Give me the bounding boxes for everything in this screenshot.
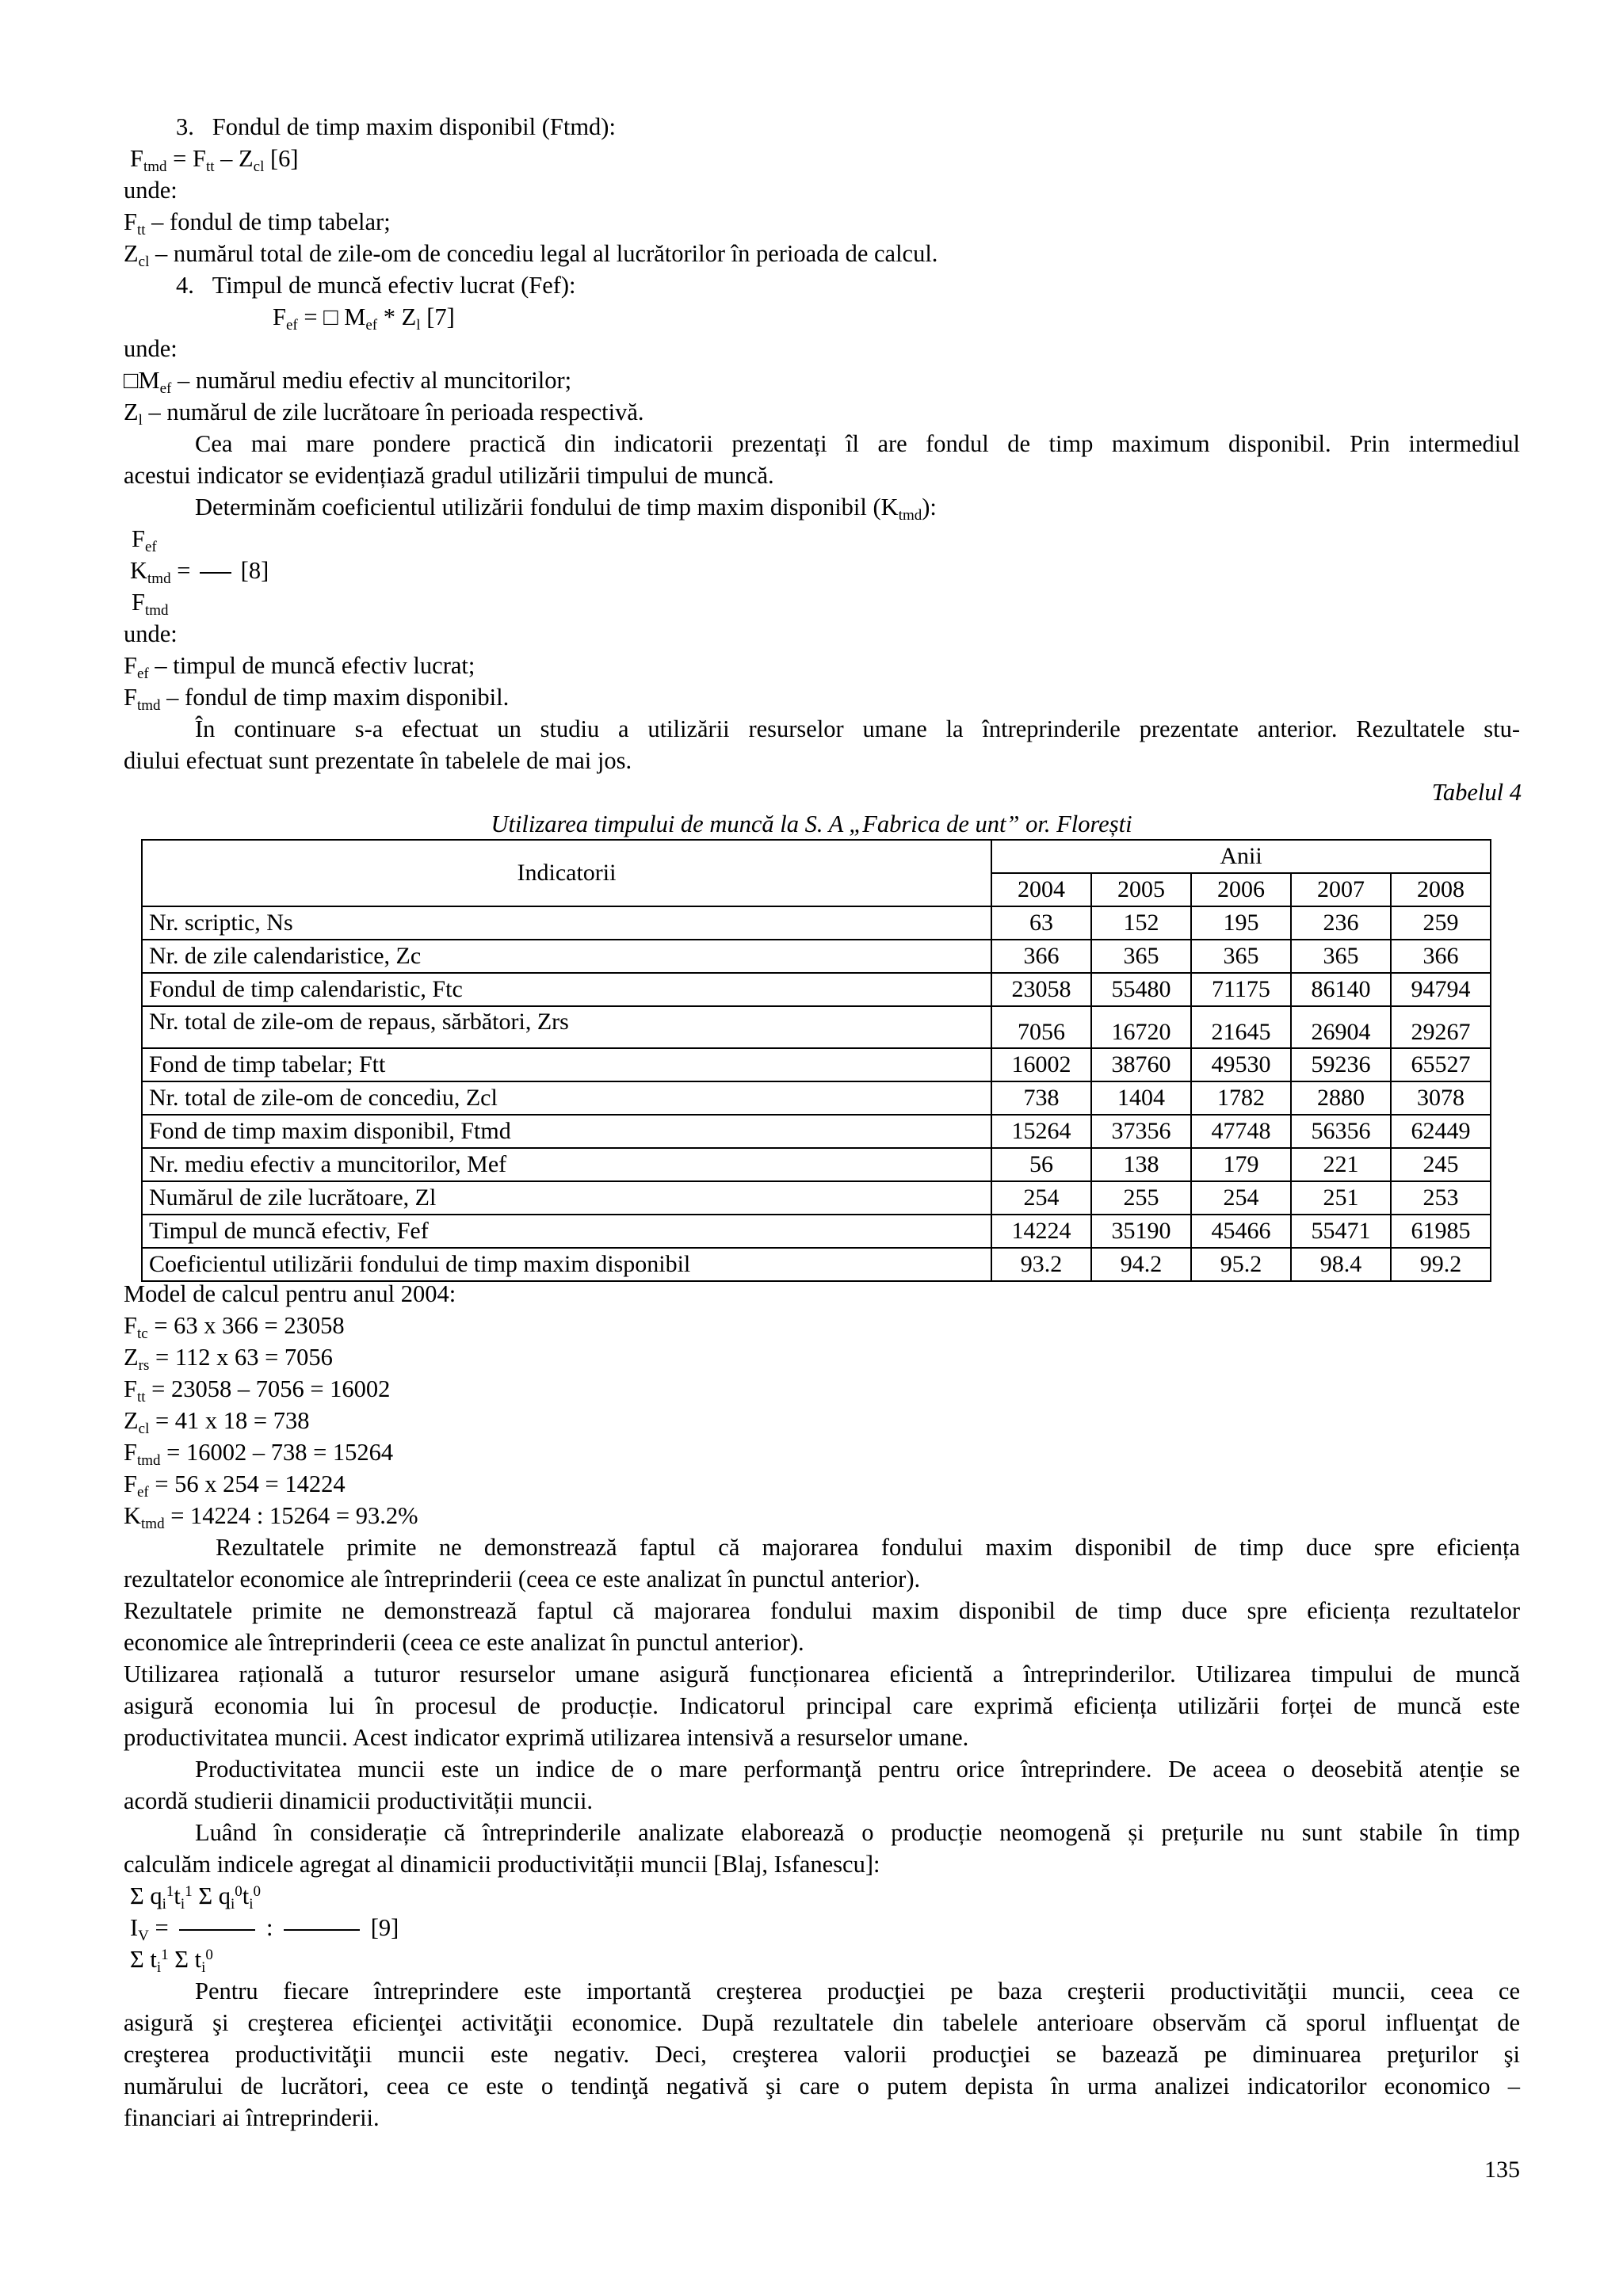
year-cell: 2007 bbox=[1291, 873, 1391, 906]
model-line-1: $F_{tc} = 63$ x 366 = 23058 bbox=[124, 1312, 345, 1342]
model-line-6: $F_{ef} = 56$ x 254 = 14224 bbox=[124, 1470, 346, 1501]
formula-8: $K_{tmd} = [8]$ bbox=[130, 557, 269, 587]
table-label: Tabelul 4 bbox=[1431, 779, 1522, 806]
value-cell: 152 bbox=[1091, 906, 1191, 940]
value-cell: 93.2 bbox=[991, 1248, 1091, 1281]
model-line-7: $K_{tmd} = 14224$ : 15264 = 93.2% bbox=[124, 1502, 418, 1532]
row-label: Fond de timp tabelar; Ftt bbox=[142, 1048, 991, 1081]
formula-6: $F_{tmd} = F_{tt} - Z_{cl}$ [6] bbox=[130, 145, 299, 175]
value-cell: 63 bbox=[991, 906, 1091, 940]
value-cell: 99.2 bbox=[1391, 1248, 1491, 1281]
row-label: Nr. scriptic, Ns bbox=[142, 906, 991, 940]
value-cell: 253 bbox=[1391, 1181, 1491, 1215]
header-years: Anii bbox=[991, 840, 1491, 873]
table-row bbox=[142, 1181, 1491, 1215]
year-cell: 2004 bbox=[991, 873, 1091, 906]
value-cell: 35190 bbox=[1091, 1215, 1191, 1248]
value-cell: 138 bbox=[1091, 1148, 1191, 1181]
para-4-line-1: Rezultatele primite ne demonstrează faptul că majorarea fondului maxim disponibil de timp duce spre eficiența bbox=[216, 1534, 1520, 1561]
def-ftmd: $F_{tmd}$ – fondul de timp maxim disponibil. bbox=[124, 684, 510, 714]
def-mef: $□M_{ef}$ – numărul mediu efectiv al muncitorilor; bbox=[124, 367, 572, 397]
value-cell: 55471 bbox=[1291, 1215, 1391, 1248]
para-4-line-2: rezultatelor economice ale întreprinderii (ceea ce este analizat în punctul anterior). bbox=[124, 1566, 921, 1592]
value-cell: 1782 bbox=[1191, 1081, 1291, 1115]
formula-9-numerator: Σ $q_i^1t_i^1$ Σ $q_i^0t_i^0$ bbox=[130, 1882, 261, 1913]
table-row bbox=[142, 940, 1491, 973]
row-label: Fond de timp maxim disponibil, Ftmd bbox=[142, 1115, 991, 1148]
value-cell: 16002 bbox=[991, 1048, 1091, 1081]
value-cell: 49530 bbox=[1191, 1048, 1291, 1081]
row-label: Numărul de zile lucrătoare, Zl bbox=[142, 1181, 991, 1215]
fraction-bar bbox=[179, 1929, 255, 1931]
value-cell: 365 bbox=[1191, 940, 1291, 973]
value-cell: 47748 bbox=[1191, 1115, 1291, 1148]
table-row bbox=[142, 1148, 1491, 1181]
para-3-line-2: diului efectuat sunt prezentate în tabelele de mai jos. bbox=[124, 747, 632, 774]
para-7-line-1: Productivitatea muncii este un indice de o mare performanţă pentru orice întreprindere. De aceea o deosebită atenție se bbox=[195, 1756, 1520, 1783]
para-9-line-5: financiari ai întreprinderii. bbox=[124, 2104, 380, 2131]
table-row bbox=[142, 1115, 1491, 1148]
header-indicators: Indicatorii bbox=[142, 840, 991, 906]
row-label: Nr. total de zile-om de concediu, Zcl bbox=[142, 1081, 991, 1115]
def-zcl: $Z_{cl}$ – numărul total de zile-om de concediu legal al lucrătorilor în perioada de calcul. bbox=[124, 240, 938, 270]
value-cell: 195 bbox=[1191, 906, 1291, 940]
para-6-line-2: asigură economia lui în procesul de producție. Indicatorul principal care exprimă eficiența utilizării forței de muncă este bbox=[124, 1692, 1520, 1719]
value-cell: 29267 bbox=[1391, 1006, 1491, 1048]
row-label: Coeficientul utilizării fondului de timp maxim disponibil bbox=[142, 1248, 991, 1281]
value-cell: 1404 bbox=[1091, 1081, 1191, 1115]
para-9-line-4: numărului de lucrători, ceea ce este o tendinţă negativă şi care o putem depista în urma analizei indicatorilor economico – bbox=[124, 2073, 1520, 2100]
value-cell: 3078 bbox=[1391, 1081, 1491, 1115]
value-cell: 179 bbox=[1191, 1148, 1291, 1181]
value-cell: 255 bbox=[1091, 1181, 1191, 1215]
para-8-line-2: calculăm indicele agregat al dinamicii productivității muncii [Blaj, Isfanescu]: bbox=[124, 1851, 880, 1878]
value-cell: 86140 bbox=[1291, 973, 1391, 1006]
para-1-line-1: Cea mai mare pondere practică din indicatorii prezentați îl are fondul de timp maximum disponibil. Prin intermediul bbox=[195, 430, 1520, 457]
para-3-line-1: În continuare s-a efectuat un studiu a utilizării resurselor umane la întreprinderile prezentate anterior. Rezultatele stu- bbox=[195, 715, 1520, 742]
row-label: Nr. total de zile-om de repaus, sărbători, Zrs bbox=[142, 1006, 991, 1048]
para-9-line-2: asigură şi creşterea eficienţei activităţii economice. După rezultatele din tabelele anterioare observăm că sporul influenţat de bbox=[124, 2009, 1520, 2036]
para-7-line-2: acordă studierii dinamicii productivității muncii. bbox=[124, 1787, 594, 1814]
value-cell: 38760 bbox=[1091, 1048, 1191, 1081]
value-cell: 56 bbox=[991, 1148, 1091, 1181]
item-4: 4. Timpul de muncă efectiv lucrat (Fef): bbox=[176, 272, 576, 299]
value-cell: 259 bbox=[1391, 906, 1491, 940]
value-cell: 738 bbox=[991, 1081, 1091, 1115]
table-row bbox=[142, 1081, 1491, 1115]
row-label: Nr. de zile calendaristice, Zc bbox=[142, 940, 991, 973]
row-label: Fondul de timp calendaristic, Ftc bbox=[142, 973, 991, 1006]
table-row bbox=[142, 906, 1491, 940]
box-glyph-icon: □ bbox=[323, 303, 338, 330]
value-cell: 221 bbox=[1291, 1148, 1391, 1181]
para-5-line-1: Rezultatele primite ne demonstrează faptul că majorarea fondului maxim disponibil de timp duce spre eficiența rezultatelor bbox=[124, 1597, 1520, 1624]
para-6-line-1: Utilizarea rațională a tuturor resurselor umane asigură funcționarea eficientă a întreprinderilor. Utilizarea timpului de muncă bbox=[124, 1661, 1520, 1688]
def-zl: $Z_l$ – numărul de zile lucrătoare în perioada respectivă. bbox=[124, 399, 644, 429]
value-cell: 62449 bbox=[1391, 1115, 1491, 1148]
value-cell: 365 bbox=[1291, 940, 1391, 973]
value-cell: 94794 bbox=[1391, 973, 1491, 1006]
value-cell: 94.2 bbox=[1091, 1248, 1191, 1281]
table-row bbox=[142, 973, 1491, 1006]
year-cell: 2006 bbox=[1191, 873, 1291, 906]
para-9-line-1: Pentru fiecare întreprindere este importantă creşterea producţiei pe baza creşterii productivităţii muncii, ceea ce bbox=[195, 1978, 1520, 2004]
value-cell: 15264 bbox=[991, 1115, 1091, 1148]
value-cell: 14224 bbox=[991, 1215, 1091, 1248]
fraction-bar bbox=[284, 1929, 360, 1931]
value-cell: 16720 bbox=[1091, 1006, 1191, 1048]
value-cell: 26904 bbox=[1291, 1006, 1391, 1048]
page-number: 135 bbox=[1484, 2157, 1520, 2183]
model-line-4: $Z_{cl} = 41$ x 18 = 738 bbox=[124, 1407, 310, 1437]
table-row bbox=[142, 1248, 1491, 1281]
value-cell: 56356 bbox=[1291, 1115, 1391, 1148]
value-cell: 95.2 bbox=[1191, 1248, 1291, 1281]
value-cell: 254 bbox=[991, 1181, 1091, 1215]
value-cell: 98.4 bbox=[1291, 1248, 1391, 1281]
value-cell: 365 bbox=[1091, 940, 1191, 973]
value-cell: 7056 bbox=[991, 1006, 1091, 1048]
unde-label-2: unde: bbox=[124, 335, 178, 362]
model-line-3: $F_{tt} = 23058 - 7056 = 16002$ bbox=[124, 1375, 391, 1405]
value-cell: 71175 bbox=[1191, 973, 1291, 1006]
unde-label: unde: bbox=[124, 177, 178, 204]
value-cell: 245 bbox=[1391, 1148, 1491, 1181]
value-cell: 55480 bbox=[1091, 973, 1191, 1006]
fraction-bar bbox=[200, 572, 231, 574]
formula-9: $I_V$ = : [9] bbox=[130, 1914, 399, 1944]
formula-7: $F_{ef}$ = □ $M_{ef} * Z_l$ [7] bbox=[273, 303, 455, 334]
value-cell: 45466 bbox=[1191, 1215, 1291, 1248]
def-ftt: $F_{tt}$ – fondul de timp tabelar; bbox=[124, 208, 391, 238]
table-row bbox=[142, 1048, 1491, 1081]
table-row bbox=[142, 1006, 1491, 1048]
value-cell: 236 bbox=[1291, 906, 1391, 940]
para-6-line-3: productivitatea muncii. Acest indicator exprimă utilizarea intensivă a resurselor umane. bbox=[124, 1724, 969, 1751]
formula-8-denominator: $F_{tmd}$ bbox=[132, 589, 169, 619]
para-9-line-3: creşterea productivităţii muncii este negativ. Deci, creşterea valorii producţiei se bazează pe diminuarea preţurilor şi bbox=[124, 2041, 1520, 2068]
item-3: 3. Fondul de timp maxim disponibil (Ftmd): bbox=[176, 113, 616, 140]
para-5-line-2: economice ale întreprinderii (ceea ce este analizat în punctul anterior). bbox=[124, 1629, 804, 1656]
value-cell: 251 bbox=[1291, 1181, 1391, 1215]
para-2: Determinăm coeficientul utilizării fondului de timp maxim disponibil $(K_{tmd})$: bbox=[195, 494, 937, 524]
value-cell: 23058 bbox=[991, 973, 1091, 1006]
usage-table bbox=[141, 839, 1491, 1282]
value-cell: 61985 bbox=[1391, 1215, 1491, 1248]
value-cell: 2880 bbox=[1291, 1081, 1391, 1115]
row-label: Timpul de muncă efectiv, Fef bbox=[142, 1215, 991, 1248]
para-8-line-1: Luând în considerație că întreprinderile analizate elaborează o producție neomogenă și prețurile nu sunt stabile în timp bbox=[195, 1819, 1520, 1846]
value-cell: 59236 bbox=[1291, 1048, 1391, 1081]
year-cell: 2008 bbox=[1391, 873, 1491, 906]
box-glyph-icon: □ bbox=[124, 367, 139, 394]
value-cell: 37356 bbox=[1091, 1115, 1191, 1148]
value-cell: 65527 bbox=[1391, 1048, 1491, 1081]
table-caption: Utilizarea timpului de muncă la S. A „Fabrica de unt” or. Florești bbox=[491, 810, 1132, 837]
model-title: Model de calcul pentru anul 2004: bbox=[124, 1280, 456, 1307]
def-fef: $F_{ef}$ – timpul de muncă efectiv lucrat; bbox=[124, 652, 475, 682]
model-line-5: $F_{tmd} = 16002 - 738 = 15264$ bbox=[124, 1439, 394, 1469]
row-label: Nr. mediu efectiv a muncitorilor, Mef bbox=[142, 1148, 991, 1181]
unde-label-3: unde: bbox=[124, 620, 178, 647]
value-cell: 254 bbox=[1191, 1181, 1291, 1215]
formula-8-numerator: $F_{ef}$ bbox=[132, 525, 157, 555]
para-1-line-2: acestui indicator se evidențiază gradul utilizării timpului de muncă. bbox=[124, 462, 774, 489]
value-cell: 366 bbox=[991, 940, 1091, 973]
table-row bbox=[142, 1215, 1491, 1248]
model-line-2: $Z_{rs} = 112$ x 63 = 7056 bbox=[124, 1344, 333, 1374]
formula-9-denominator: Σ $t_i^1$ Σ $t_i^0$ bbox=[130, 1946, 213, 1976]
year-cell: 2005 bbox=[1091, 873, 1191, 906]
value-cell: 366 bbox=[1391, 940, 1491, 973]
value-cell: 21645 bbox=[1191, 1006, 1291, 1048]
